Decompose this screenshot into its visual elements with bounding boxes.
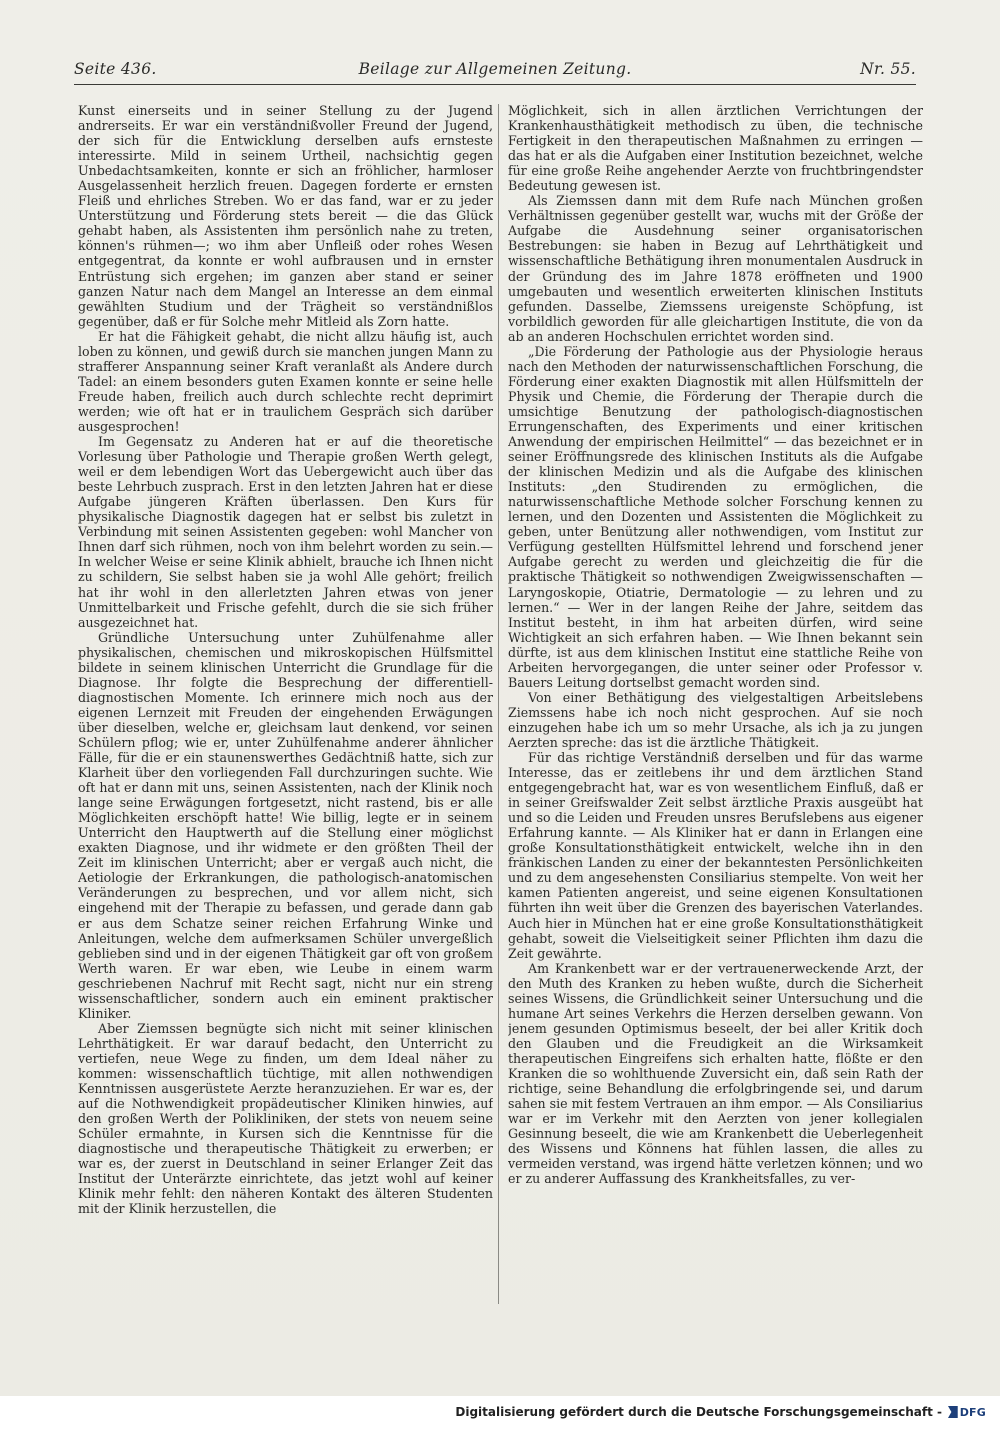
dfg-logo-text: DFG — [959, 1405, 986, 1419]
paragraph: Aber Ziemssen begnügte sich nicht mit seiner klinischen Lehrthätigkeit. Er war darauf bedacht, den Unterricht zu vertiefen, neue Wege zu finden, um dem Ideal näher zu kommen: wissenschaftlich tüchtige, mit allen nothwendigen Kenntnissen ausgerüstete Aerzte heranzuziehen. Er war es, der auf die Nothwendigkeit propädeutischer Kliniken hinwies, auf den großen Werth der Polikliniken, der stets von neuem seine Schüler ermahnte, in Kursen sich die Kenntnisse für die diagnostische und therapeutische Thätigkeit zu erwerben; er war es, der zuerst in Deutschland in seiner Erlanger Zeit das Institut der Unterärzte einrichtete, das jetzt wohl auf keiner Klinik mehr fehlt: den näheren Kontakt des älteren Studenten mit der Klinik herzustellen, die — [78, 1020, 493, 1217]
paragraph: Im Gegensatz zu Anderen hat er auf die theoretische Vorlesung über Pathologie und Therapie großen Werth gelegt, weil er dem lebendigen Wort das Uebergewicht auch über das beste Lehrbuch zusprach. Erst in den letzten Jahren hat er diese Aufgabe jüngeren Kräften überlassen. Den Kurs für physikalische Diagnostik dagegen hat er selbst bis zuletzt in Verbindung mit seinen Assistenten gegeben: wohl Mancher von Ihnen darf sich rühmen, noch von ihm belehrt worden zu sein.—In welcher Weise er seine Klinik abhielt, brauche ich Ihnen nicht zu schildern, Sie selbst haben sie ja wohl Alle gehört; freilich hat ihr wohl in den allerletzten Jahren etwas von jener Unmittelbarkeit und Frische gefehlt, durch die sie sich früher ausgezeichnet hat. — [78, 434, 493, 630]
paragraph: Am Krankenbett war er der vertrauenerweckende Arzt, der den Muth des Kranken zu heben wußte, durch die Sicherheit seines Wissens, die Gründlichkeit seiner Untersuchung und die humane Art seines Verkehrs die Herzen derselben gewann. Von jenem gesunden Optimismus beseelt, der bei aller Kritik doch den Glauben und die Freudigkeit an die Wirksamkeit therapeutischen Eingreifens sich erhalten hatte, flößte er den Kranken die so wohlthuende Zuversicht ein, daß sein Rath der richtige, seine Behandlung die erfolgbringende sei, und darum sahen sie mit festem Vertrauen an ihm empor. — Als Consiliarius war er im Verkehr mit den Aerzten von jener kollegialen Gesinnung beseelt, die wie am Krankenbett die Ueberlegenheit des Wissens und Könnens hat fühlen lassen, die alles zu vermeiden verstand, was irgend hätte verletzen können; und wo er zu anderer Auffassung des Krankheitsfalles, zu ver- — [508, 960, 923, 1187]
paragraph: Kunst einerseits und in seiner Stellung zu der Jugend andrerseits. Er war ein verständnißvoller Freund der Jugend, der sich für die Entwicklung derselben aufs ernsteste interessirte. Mild in seinem Urtheil, nachsichtig gegen Unbedachtsamkeiten, konnte er sich an fröhlicher, harmloser Ausgelassenheit herzlich freuen. Dagegen forderte er ernsten Fleiß und ehrliches Streben. Wo er das fand, war er zu jeder Unterstützung und Förderung stets bereit — die das Glück gehabt haben, als Assistenten ihm persönlich nahe zu treten, können's rühmen—; wo ihm aber Unfleiß oder rohes Wesen entgegentrat, da konnte er wohl aufbrausen und in ernster Entrüstung sich ergehen; im ganzen aber stand er seiner ganzen Natur nach dem Mangel an Interesse an dem einmal gewählten Studium und der Trägheit so verständnißlos gegenüber, daß er für Solche mehr Mitleid als Zorn hatte. — [78, 103, 493, 329]
column-divider — [498, 104, 499, 1304]
page-header — [74, 60, 916, 82]
paragraph: Für das richtige Verständniß derselben und für das warme Interesse, das er zeitlebens ihr und dem ärztlichen Stand entgegengebracht hat, war es von wesentlichem Einfluß, daß er in seiner Greifswalder Zeit selbst ärztliche Praxis ausgeübt hat und so die Leiden und Freuden unsres Berufslebens aus eigener Erfahrung kannte. — Als Kliniker hat er dann in Erlangen eine große Konsultationsthätigkeit entwickelt, welche ihn in den fränkischen Landen zu einer der bekanntesten Persönlichkeiten und zu dem angesehensten Consiliarius stempelte. Von weit her kamen Patienten angereist, und seine eigenen Konsultationen führten ihn weit über die Grenzen des bayerischen Vaterlandes. Auch hier in München hat er eine große Konsultationsthätigkeit gehabt, soweit die Vielseitigkeit seiner Pflichten ihm dazu die Zeit gewährte. — [508, 750, 923, 961]
paragraph: Als Ziemssen dann mit dem Rufe nach München großen Verhältnissen gegenüber gestellt war, wuchs mit der Größe der Aufgabe die Ausdehnung seiner organisatorischen Bestrebungen: sie haben in Bezug auf Lehrthätigkeit und wissenschaftliche Bethätigung ihren monumentalen Ausdruck in der Gründung des im Jahre 1878 eröffneten und 1900 umgebauten und wesentlich erweiterten klinischen Instituts gefunden. Dasselbe, Ziemssens ureigenste Schöpfung, ist vorbildlich geworden für alle gleichartigen Institute, die von da ab an anderen Hochschulen errichtet worden sind. — [508, 193, 923, 344]
paragraph: Von einer Bethätigung des vielgestaltigen Arbeitslebens Ziemssens habe ich noch nicht gesprochen. Auf sie noch einzugehen habe ich um so mehr Ursache, als ich ja zu jungen Aerzten spreche: das ist die ärztliche Thätigkeit. — [508, 689, 923, 750]
paragraph: Er hat die Fähigkeit gehabt, die nicht allzu häufig ist, auch loben zu können, und gewiß durch sie manchen jungen Mann zu strafferer Anspannung seiner Kraft veranlaßt als Andere durch Tadel: an einem besonders guten Examen konnte er seine helle Freude haben, freilich auch durch schlechte recht deprimirt werden; wie oft hat er in traulichem Gespräch sich darüber ausgesprochen! — [78, 328, 493, 434]
publication-title: Beilage zur Allgemeinen Zeitung. — [358, 60, 632, 78]
page-number: Seite 436. — [74, 60, 157, 78]
paragraph: Möglichkeit, sich in allen ärztlichen Verrichtungen der Krankenhausthätigkeit methodisch zu üben, die technische Fertigkeit in den therapeutischen Maßnahmen zu erringen — das hat er als die Aufgaben einer Institution bezeichnet, welche für eine große Reihe angehender Aerzte von fruchtbringendster Bedeutung gewesen ist. — [508, 103, 923, 194]
footer-credit: Digitalisierung gefördert durch die Deutsche Forschungsgemeinschaft - — [455, 1405, 942, 1419]
header-rule — [74, 84, 916, 85]
paragraph: „Die Förderung der Pathologie aus der Physiologie heraus nach den Methoden der naturwissenschaftlichen Forschung, die Förderung einer exakten Diagnostik mit allen Hülfsmitteln der Physik und Chemie, die Förderung der Therapie durch die umsichtige Benutzung der pathologisch-diagnostischen Errungenschaften, des Experiments und einer kritischen Anwendung der empirischen Heilmittel“ — das bezeichnet er in seiner Eröffnungsrede des klinischen Instituts als die Aufgabe der klinischen Medizin und als die Aufgabe des klinischen Instituts: „den Studirenden zu ermöglichen, die naturwissenschaftliche Methode solcher Forschung kennen zu lernen, und den Dozenten und Assistenten die Möglichkeit zu geben, unter Benützung aller nothwendigen, vom Institut zur Verfügung gestellten Hülfsmittel lehrend und forschend jener Aufgabe gerecht zu werden und gleichzeitig die für die praktische Thätigkeit so nothwendigen Zweigwissenschaften — Laryngoskopie, Otiatrie, Dermatologie — zu lehren und zu lernen.“ — Wer in der langen Reihe der Jahre, seitdem das Institut besteht, in ihm hat arbeiten dürfen, wird seine Wichtigkeit an sich erfahren haben. — Wie Ihnen bekannt sein dürfte, ist aus dem klinischen Institut eine stattliche Reihe von Arbeiten hervorgegangen, die unter seiner oder Professor v. Bauers Leitung dortselbst gemacht worden sind. — [508, 343, 923, 690]
dfg-logo — [948, 1403, 986, 1421]
paragraph: Gründliche Untersuchung unter Zuhülfenahme aller physikalischen, chemischen und mikroskopischen Hülfsmittel bildete in seinem klinischen Unterricht die Grundlage für die Diagnose. Ihr folgte die Besprechung der differentiell-diagnostischen Momente. Ich erinnere mich noch aus der eigenen Lernzeit mit Freuden der eingehenden Erwägungen über dieselben, welche er, gleichsam laut denkend, vor seinen Schülern pflog; wie er, unter Zuhülfenahme anderer ähnlicher Fälle, für die er ein staunenswerthes Gedächtniß hatte, sich zur Klarheit über den vorliegenden Fall durchzuringen suchte. Wie oft hat er dann mit uns, seinen Assistenten, nach der Klinik noch lange seine Erwägungen fortgesetzt, nicht rastend, bis er alle Möglichkeiten erschöpft hatte! Wie billig, legte er in seinem Unterricht den Hauptwerth auf die Stellung einer möglichst exakten Diagnose, und ihr widmete er den größten Theil der Zeit im klinischen Unterricht; aber er vergaß auch nicht, die Aetiologie der Erkrankungen, die pathologisch-anatomischen Veränderungen zu besprechen, und vor allem nicht, sich eingehend mit der Therapie zu befassen, und gerade dann gab er aus dem Schatze seiner reichen Erfahrung Winke und Anleitungen, welche dem aufmerksamen Schüler unvergeßlich geblieben sind und in der eigenen Thätigkeit gar oft von großem Werth waren. Er war eben, wie Leube in einem warm geschriebenen Nachruf mit Recht sagt, nicht nur ein streng wissenschaftlicher, sondern auch ein eminent praktischer Kliniker. — [78, 629, 493, 1021]
left-column — [78, 103, 493, 1308]
digitization-footer — [0, 1396, 1000, 1433]
dfg-mark-icon — [948, 1406, 958, 1418]
right-column — [508, 103, 923, 1308]
issue-number: Nr. 55. — [860, 60, 916, 78]
